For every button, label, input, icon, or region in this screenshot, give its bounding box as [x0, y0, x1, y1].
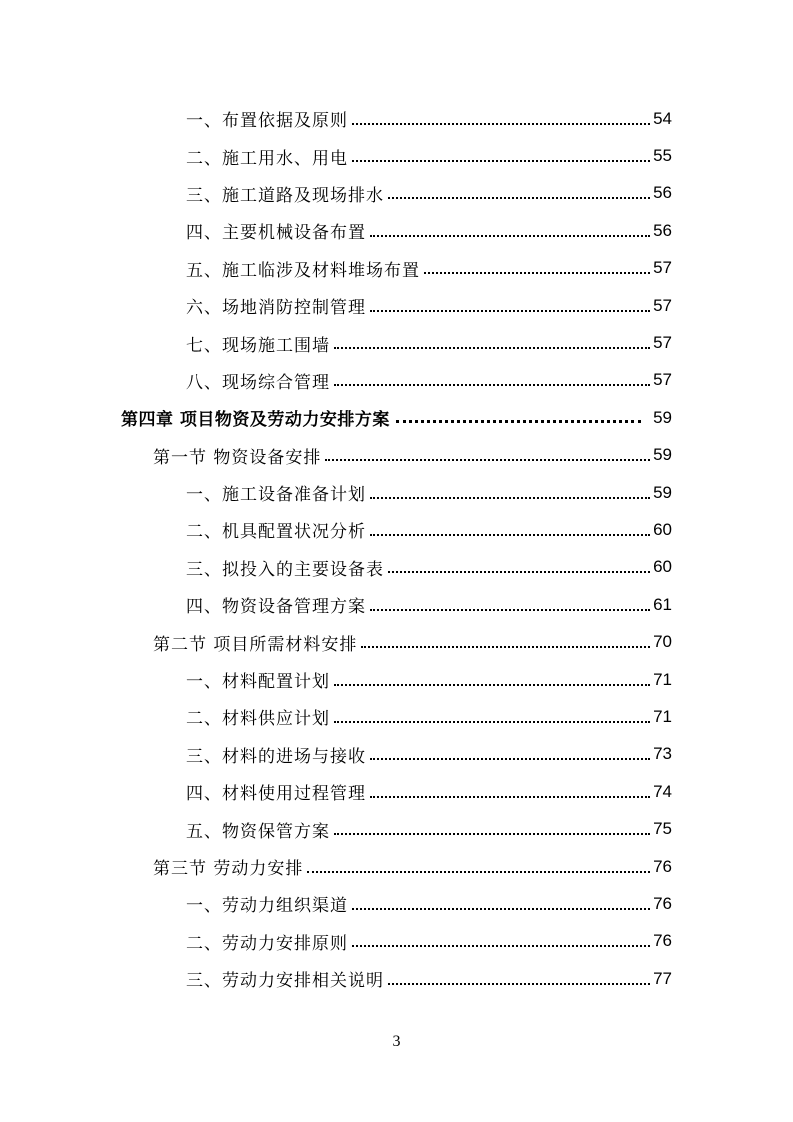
- toc-dot-leader: [424, 272, 650, 274]
- toc-entry-page-number: 54: [653, 108, 672, 128]
- toc-item-entry[interactable]: [0, 885, 793, 922]
- toc-entry-page-number: 74: [653, 781, 672, 801]
- toc-item-entry[interactable]: [0, 960, 793, 997]
- toc-item-entry[interactable]: [0, 511, 793, 548]
- toc-entry-title: 第一节 物资设备安排: [153, 447, 322, 468]
- toc-dot-leader: [352, 123, 650, 125]
- toc-entry-page-number: 59: [653, 482, 672, 502]
- toc-entry-page-number: 60: [653, 557, 672, 577]
- toc-dot-leader: [334, 684, 650, 686]
- toc-item-entry[interactable]: [0, 586, 793, 623]
- toc-entry-title: 二、机具配置状况分析: [186, 522, 366, 543]
- toc-entry-title: 四、主要机械设备布置: [186, 223, 366, 244]
- toc-dot-leader: [334, 721, 650, 723]
- toc-entry-page-number: 76: [653, 893, 672, 913]
- toc-entry-title: 三、材料的进场与接收: [186, 746, 366, 767]
- toc-entry-page-number: 60: [653, 519, 672, 539]
- toc-entry-page-number: 77: [653, 968, 672, 988]
- toc-dot-leader: [388, 197, 650, 199]
- toc-chapter-entry[interactable]: [0, 399, 793, 436]
- toc-item-entry[interactable]: [0, 923, 793, 960]
- toc-dot-leader: [396, 420, 641, 423]
- toc-entry-title: 一、劳动力组织渠道: [186, 896, 348, 917]
- toc-entry-page-number: 57: [653, 370, 672, 390]
- toc-entry-title: 二、施工用水、用电: [186, 148, 348, 169]
- toc-entry-title: 一、材料配置计划: [186, 672, 330, 693]
- toc-entry-page-number: 56: [653, 183, 672, 203]
- toc-entry-page-number: 76: [653, 856, 672, 876]
- toc-item-entry[interactable]: [0, 137, 793, 174]
- toc-dot-leader: [388, 571, 650, 573]
- toc-entry-title: 二、材料供应计划: [186, 709, 330, 730]
- toc-entry-title: 七、现场施工围墙: [186, 335, 330, 356]
- toc-entry-title: 三、拟投入的主要设备表: [186, 559, 384, 580]
- toc-entry-page-number: 76: [653, 931, 672, 951]
- toc-entry-page-number: 56: [653, 220, 672, 240]
- toc-item-entry[interactable]: [0, 698, 793, 735]
- table-of-contents: [0, 100, 793, 997]
- toc-entry-title: 四、物资设备管理方案: [186, 597, 366, 618]
- toc-dot-leader: [352, 160, 650, 162]
- toc-item-entry[interactable]: [0, 549, 793, 586]
- toc-item-entry[interactable]: [0, 474, 793, 511]
- toc-item-entry[interactable]: [0, 661, 793, 698]
- toc-dot-leader: [352, 908, 650, 910]
- toc-dot-leader: [370, 758, 650, 760]
- toc-entry-title: 第二节 项目所需材料安排: [153, 634, 358, 655]
- toc-dot-leader: [388, 983, 650, 985]
- toc-item-entry[interactable]: [0, 324, 793, 361]
- toc-entry-page-number: 55: [653, 146, 672, 166]
- toc-entry-title: 一、布置依据及原则: [186, 111, 348, 132]
- toc-item-entry[interactable]: [0, 175, 793, 212]
- toc-entry-title: 第三节 劳动力安排: [153, 859, 304, 879]
- toc-dot-leader: [370, 310, 650, 312]
- toc-entry-page-number: 70: [653, 632, 672, 652]
- toc-dot-leader: [370, 235, 650, 237]
- toc-entry-page-number: 71: [653, 706, 672, 726]
- toc-dot-leader: [370, 609, 650, 611]
- toc-entry-title: 六、场地消防控制管理: [186, 298, 366, 319]
- toc-entry-title: 一、施工设备准备计划: [186, 485, 366, 506]
- toc-dot-leader: [307, 871, 650, 873]
- toc-entry-title: 二、劳动力安排原则: [186, 933, 348, 954]
- toc-entry-page-number: 73: [653, 744, 672, 764]
- toc-entry-title: 三、劳动力安排相关说明: [186, 971, 384, 992]
- toc-dot-leader: [325, 459, 650, 461]
- toc-entry-page-number: 59: [653, 445, 672, 465]
- toc-dot-leader: [334, 347, 650, 349]
- toc-entry-title: 四、材料使用过程管理: [186, 784, 366, 805]
- toc-entry-title: 五、物资保管方案: [186, 821, 330, 842]
- toc-item-entry[interactable]: [0, 736, 793, 773]
- toc-entry-title: 五、施工临涉及材料堆场布置: [186, 260, 420, 281]
- page-number: 3: [392, 1033, 401, 1050]
- toc-section-entry[interactable]: [0, 623, 793, 660]
- toc-entry-page-number: 57: [653, 258, 672, 278]
- toc-dot-leader: [370, 534, 650, 536]
- toc-item-entry[interactable]: [0, 362, 793, 399]
- toc-entry-page-number: 71: [653, 669, 672, 689]
- toc-dot-leader: [370, 497, 650, 499]
- toc-section-entry[interactable]: [0, 437, 793, 474]
- toc-dot-leader: [370, 796, 650, 798]
- toc-entry-page-number: 59: [653, 407, 672, 427]
- toc-item-entry[interactable]: [0, 250, 793, 287]
- toc-dot-leader: [334, 833, 650, 835]
- toc-dot-leader: [361, 646, 650, 648]
- toc-section-entry[interactable]: [0, 848, 793, 885]
- toc-item-entry[interactable]: [0, 100, 793, 137]
- toc-entry-page-number: 57: [653, 333, 672, 353]
- toc-item-entry[interactable]: [0, 773, 793, 810]
- toc-entry-title: 第四章 项目物资及劳动力安排方案: [121, 410, 390, 431]
- toc-item-entry[interactable]: [0, 810, 793, 847]
- toc-entry-page-number: 57: [653, 295, 672, 315]
- toc-entry-page-number: 61: [653, 594, 672, 614]
- toc-item-entry[interactable]: [0, 287, 793, 324]
- toc-dot-leader: [352, 945, 650, 947]
- toc-entry-page-number: 75: [653, 819, 672, 839]
- toc-entry-title: 八、现场综合管理: [186, 372, 330, 393]
- toc-dot-leader: [334, 384, 650, 386]
- toc-item-entry[interactable]: [0, 212, 793, 249]
- toc-entry-title: 三、施工道路及现场排水: [186, 185, 384, 206]
